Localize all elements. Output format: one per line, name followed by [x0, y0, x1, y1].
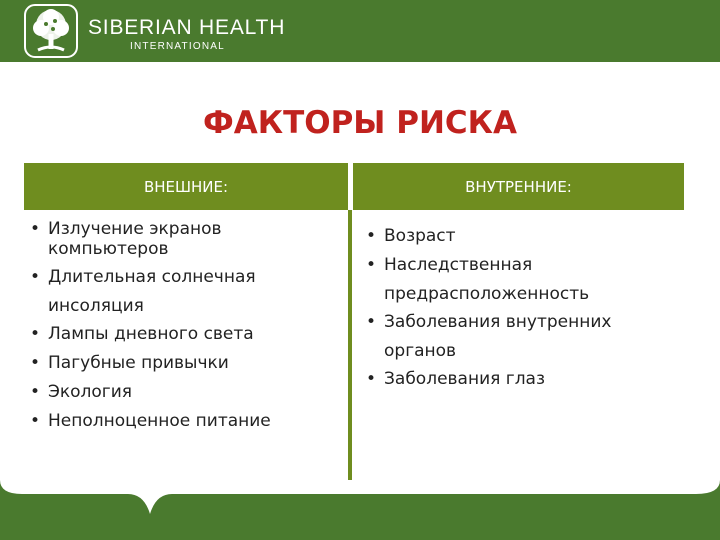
- list-item: [24, 349, 344, 378]
- list-item: [24, 219, 344, 259]
- list-item-text: Заболевания внутренних: [384, 312, 612, 332]
- external-factors-header: [24, 163, 348, 210]
- list-item: [24, 320, 344, 349]
- internal-factors-header-label: ВНУТРЕННИЕ:: [465, 177, 572, 196]
- list-item: [360, 308, 690, 365]
- list-item-text: Наследственная: [384, 255, 533, 275]
- list-item-text: Неполноценное питание: [48, 411, 271, 431]
- brand-name: SIBERIAN HEALTH: [88, 16, 286, 39]
- external-factors-list: [24, 219, 344, 436]
- list-item-text: Возраст: [384, 226, 456, 246]
- internal-factors-list: [360, 222, 690, 394]
- list-item: [24, 378, 344, 407]
- list-item-text-cont: предрасположенность: [384, 284, 590, 304]
- list-item: [24, 407, 344, 436]
- list-item-text: Пагубные привычки: [48, 353, 229, 373]
- tree-logo-icon: [24, 4, 78, 58]
- brand-subtitle: INTERNATIONAL: [130, 41, 225, 52]
- list-item: [360, 222, 690, 251]
- list-item-text-cont: инсоляция: [48, 296, 144, 316]
- list-item: [360, 251, 690, 308]
- list-item-text: Лампы дневного света: [48, 324, 254, 344]
- column-divider: [348, 210, 352, 480]
- list-item-text: Заболевания глаз: [384, 369, 546, 389]
- external-factors-header-label: ВНЕШНИЕ:: [143, 177, 229, 196]
- list-item-text: Длительная солнечная: [48, 267, 256, 287]
- slide-title: ФАКТОРЫ РИСКА: [203, 105, 517, 141]
- list-item-text: Излучение экранов: [48, 219, 222, 239]
- footer-wave: [0, 480, 720, 540]
- list-item: [360, 365, 690, 394]
- list-item-text-cont: органов: [384, 341, 457, 361]
- internal-factors-header: [353, 163, 684, 210]
- list-item-text-cont: компьютеров: [48, 239, 169, 259]
- brand-header: [0, 0, 720, 62]
- list-item-text: Экология: [48, 382, 133, 402]
- list-item: [24, 263, 344, 320]
